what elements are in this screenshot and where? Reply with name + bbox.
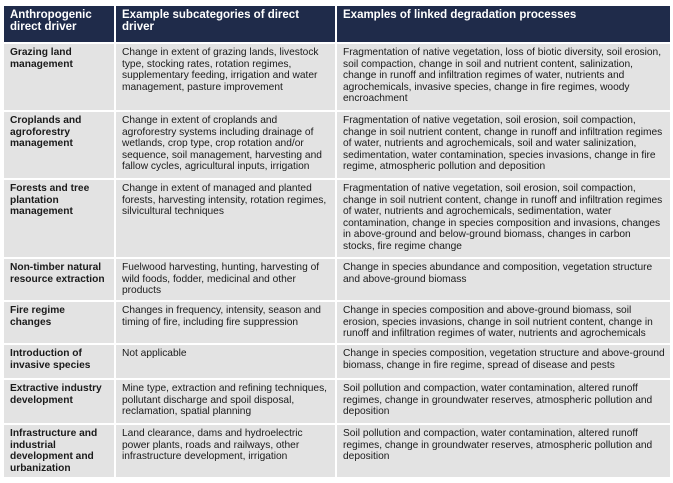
processes-cell: Fragmentation of native vegetation, soil erosion, soil compaction, change in soil nutrient content, change in runoff and infiltration regimes of water, nutrients and agrochemicals, sedimentation, water contamination, change in species composition and invasions, changes in above-ground and below-ground biomass, changes in carbon stocks, fire regime change xyxy=(337,180,670,257)
table-row xyxy=(4,112,670,178)
driver-cell: Extractive industry development xyxy=(4,380,114,423)
header-subcategories: Example subcategories of direct driver xyxy=(116,6,335,42)
subcategories-cell: Fuelwood harvesting, hunting, harvesting of wild foods, fodder, medicinal and other products xyxy=(116,259,335,300)
subcategories-cell: Changes in frequency, intensity, season and timing of fire, including fire suppression xyxy=(116,302,335,343)
processes-cell: Fragmentation of native vegetation, soil erosion, soil compaction, change in soil nutrient content, change in runoff and infiltration regimes of water, nutrients and agrochemicals, soil and water salinization, sedimentation, water contamination, species invasions, change in fire regime, atmospheric pollution and deposition xyxy=(337,112,670,178)
table-row xyxy=(4,380,670,423)
subcategories-cell: Not applicable xyxy=(116,345,335,378)
subcategories-cell: Land clearance, dams and hydroelectric power plants, roads and railways, other infrastructure development, irrigation xyxy=(116,425,335,477)
processes-cell: Change in species abundance and composition, vegetation structure and above-ground biomass xyxy=(337,259,670,300)
driver-cell: Fire regime changes xyxy=(4,302,114,343)
processes-cell: Soil pollution and compaction, water contamination, altered runoff regimes, change in groundwater reserves, atmospheric pollution and deposition xyxy=(337,380,670,423)
table-row xyxy=(4,44,670,110)
processes-cell: Fragmentation of native vegetation, loss of biotic diversity, soil erosion, soil compaction, change in soil and nutrient content, salinization, change in runoff and infiltration regimes of water, nutrients and agrochemicals, invasive species, change in fire regimes, woody encroachment xyxy=(337,44,670,110)
table-row xyxy=(4,345,670,378)
driver-cell: Introduction of invasive species xyxy=(4,345,114,378)
subcategories-cell: Change in extent of grazing lands, livestock type, stocking rates, rotation regimes, supplementary feeding, irrigation and water management, pasture improvement xyxy=(116,44,335,110)
header-row xyxy=(4,6,670,42)
drivers-table xyxy=(2,4,670,479)
header-processes: Examples of linked degradation processes xyxy=(337,6,670,42)
driver-cell: Forests and tree plantation management xyxy=(4,180,114,257)
driver-cell: Infrastructure and industrial development and urbanization xyxy=(4,425,114,477)
drivers-table-grid xyxy=(2,4,672,479)
header-driver: Anthropogenic direct driver xyxy=(4,6,114,42)
table-row xyxy=(4,180,670,257)
table-row xyxy=(4,302,670,343)
driver-cell: Croplands and agroforestry management xyxy=(4,112,114,178)
processes-cell: Change in species composition, vegetation structure and above-ground biomass, change in fire regime, spread of disease and pests xyxy=(337,345,670,378)
processes-cell: Change in species composition and above-ground biomass, soil erosion, species invasions, change in soil nutrient content, change in runoff and infiltration regimes of water, nutrients and agrochemicals xyxy=(337,302,670,343)
subcategories-cell: Change in extent of managed and planted forests, harvesting intensity, rotation regimes, silvicultural techniques xyxy=(116,180,335,257)
table-row xyxy=(4,425,670,477)
table-row xyxy=(4,259,670,300)
subcategories-cell: Change in extent of croplands and agroforestry systems including drainage of wetlands, crop type, crop rotation and/or sequence, soil management, harvesting and fallow cycles, agricultural inputs, irrigation xyxy=(116,112,335,178)
driver-cell: Non-timber natural resource extraction xyxy=(4,259,114,300)
processes-cell: Soil pollution and compaction, water contamination, altered runoff regimes, change in groundwater reserves, atmospheric pollution and deposition xyxy=(337,425,670,477)
driver-cell: Grazing land management xyxy=(4,44,114,110)
subcategories-cell: Mine type, extraction and refining techniques, pollutant discharge and spoil disposal, reclamation, spatial planning xyxy=(116,380,335,423)
